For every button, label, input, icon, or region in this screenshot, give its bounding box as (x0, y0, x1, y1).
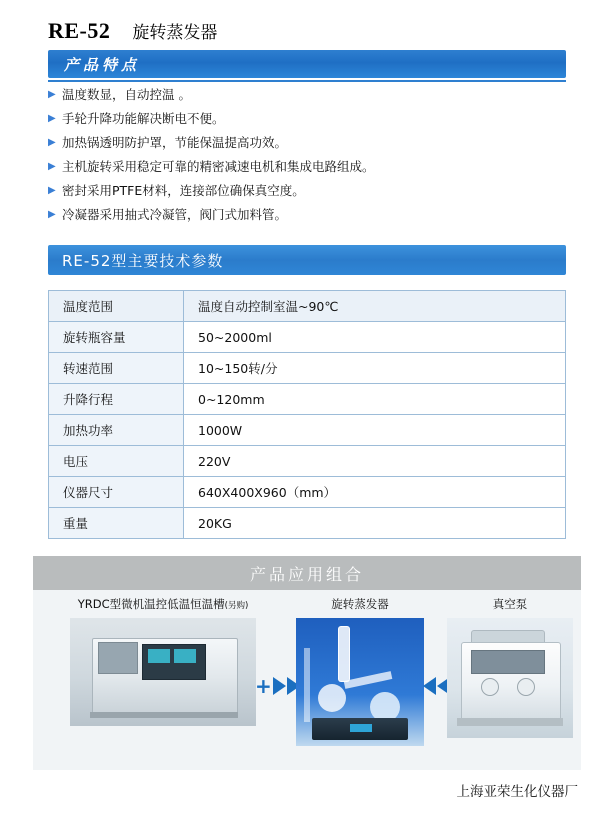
combo-connector-left (255, 674, 300, 698)
table-row (49, 446, 566, 477)
combo-header-label: 产品应用组合 (249, 564, 364, 584)
table-cell-key: 转速范围 (49, 353, 184, 384)
chiller-display-left (148, 649, 170, 663)
table-cell-value: 10~150转/分 (184, 353, 566, 384)
evaporator-arm-shape (344, 671, 393, 689)
product-model: RE-52 (48, 18, 111, 43)
combo-item-pump (445, 596, 575, 738)
table-cell-key: 加热功率 (49, 415, 184, 446)
vacuum-pump-photo (447, 618, 573, 738)
table-cell-value: 50~2000ml (184, 322, 566, 353)
evaporator-condenser-shape (338, 626, 350, 682)
arrow-right-icon (273, 677, 286, 695)
feature-text: 温度数显，自动控温 。 (62, 87, 191, 102)
features-header-underline (48, 80, 566, 82)
feature-text: 冷凝器采用抽式冷凝管，阀门式加料管。 (62, 207, 288, 222)
combo-item-caption (295, 596, 425, 612)
product-name: 旋转蒸发器 (132, 23, 218, 43)
page-title (48, 18, 217, 44)
table-cell-value: 1000W (184, 415, 566, 446)
table-cell-key: 升降行程 (49, 384, 184, 415)
table-cell-key: 重量 (49, 508, 184, 539)
list-item (48, 206, 566, 223)
table-row (49, 291, 566, 322)
combo-caption-main: YRDC型微机温控低温恒温槽 (77, 597, 225, 611)
pump-knob-right (517, 678, 535, 696)
combo-item-evaporator (295, 596, 425, 746)
table-row (49, 477, 566, 508)
list-item (48, 158, 566, 175)
table-cell-key: 温度范围 (49, 291, 184, 322)
parameters-section-header (48, 245, 566, 275)
combo-caption-main: 真空泵 (492, 597, 528, 611)
table-row (49, 508, 566, 539)
table-row (49, 322, 566, 353)
low-temperature-bath-photo (70, 618, 256, 726)
table-row (49, 384, 566, 415)
feature-text: 密封采用PTFE材料，连接部位确保真空度。 (62, 183, 305, 198)
pump-panel-shape (471, 650, 545, 674)
rotary-evaporator-photo (296, 618, 424, 746)
table-row (49, 353, 566, 384)
triangle-right-icon: ▶ (48, 137, 56, 148)
pump-knob-left (481, 678, 499, 696)
table-cell-value: 20KG (184, 508, 566, 539)
combo-section-header (33, 556, 581, 590)
chiller-base-shape (90, 712, 238, 718)
table-cell-key: 旋转瓶容量 (49, 322, 184, 353)
arrow-left-icon (423, 677, 436, 695)
table-cell-value: 温度自动控制室温~90℃ (184, 291, 566, 322)
chiller-display-right (174, 649, 196, 663)
feature-text: 加热锅透明防护罩，节能保温提高功效。 (62, 135, 288, 150)
features-header-label: 产品特点 (64, 55, 141, 74)
features-section-header (48, 50, 566, 78)
table-cell-value: 0~120mm (184, 384, 566, 415)
evaporator-display-shape (350, 724, 372, 732)
evaporator-stand-shape (304, 648, 310, 722)
triangle-right-icon: ▶ (48, 209, 56, 220)
table-cell-value: 220V (184, 446, 566, 477)
specifications-table (48, 290, 566, 539)
pump-base-shape (457, 718, 563, 726)
combo-item-caption (53, 596, 273, 612)
parameters-header-label: RE-52型主要技术参数 (62, 251, 224, 270)
combo-body (33, 590, 581, 770)
table-row (49, 415, 566, 446)
triangle-right-icon: ▶ (48, 161, 56, 172)
combo-item-caption (445, 596, 575, 612)
table-cell-value: 640X400X960（mm） (184, 477, 566, 508)
plus-icon: + (255, 674, 272, 698)
table-cell-key: 仪器尺寸 (49, 477, 184, 508)
combo-caption-note: (另购) (224, 601, 249, 611)
feature-text: 主机旋转采用稳定可靠的精密减速电机和集成电路组成。 (62, 159, 375, 174)
chiller-tank-shape (98, 642, 138, 674)
combo-caption-main: 旋转蒸发器 (331, 597, 389, 611)
triangle-right-icon: ▶ (48, 113, 56, 124)
list-item (48, 182, 566, 199)
triangle-right-icon: ▶ (48, 89, 56, 100)
list-item (48, 134, 566, 151)
application-combo-section (33, 556, 581, 770)
feature-text: 手轮升降功能解决断电不便。 (62, 111, 225, 126)
list-item (48, 110, 566, 127)
table-cell-key: 电压 (49, 446, 184, 477)
triangle-right-icon: ▶ (48, 185, 56, 196)
company-footer: 上海亚荣生化仪器厂 (456, 784, 578, 800)
features-list (48, 86, 566, 230)
evaporator-receiving-flask-shape (318, 684, 346, 712)
combo-item-bath (53, 596, 273, 726)
list-item (48, 86, 566, 103)
